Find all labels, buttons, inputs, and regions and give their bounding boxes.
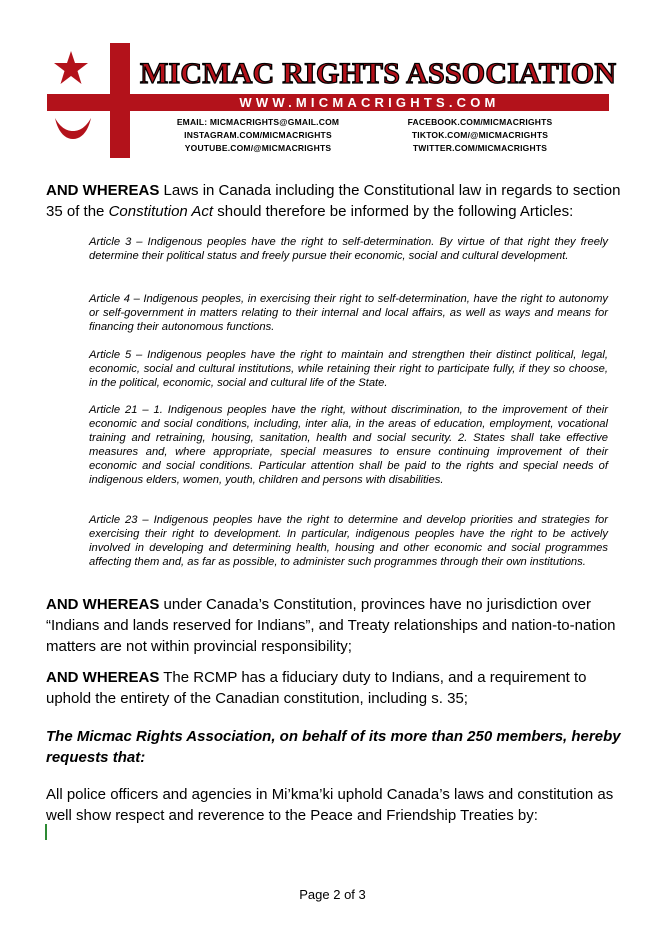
article-4-quote: Article 4 – Indigenous peoples, in exercising their right to self-determination, have the right to autonomy or self-government in matters relating to their internal and local affairs, as well as ways and means for financing their autonomous functions. xyxy=(89,293,608,333)
instagram-link[interactable]: INSTAGRAM.COM/MICMACRIGHTS xyxy=(184,130,332,140)
article-23-quote: Article 23 – Indigenous peoples have the right to determine and develop priorities and strategies for exercising their right to development. In particular, indigenous peoples have the right to be actively involved in developing and determining health, housing and other economic and social programmes affecting them and, as far as possible, to administer such programmes through their own institutions. xyxy=(89,514,608,568)
whereas-paragraph-articles xyxy=(46,180,624,222)
whereas-lead: AND WHEREAS xyxy=(46,596,160,613)
paragraph-text: Laws in Canada including the Constitutional law in regards to section 35 of the xyxy=(46,182,621,220)
whereas-paragraph-rcmp xyxy=(46,667,624,709)
paragraph-text: The RCMP has a fiduciary duty to Indians, and a requirement to uphold the entirety of the Canadian constitution, including s. 35; xyxy=(46,669,587,707)
crescent-moon-icon xyxy=(54,116,92,140)
whereas-paragraph-provinces xyxy=(46,594,624,657)
constitution-act-title: Constitution Act xyxy=(108,203,214,220)
twitter-link[interactable]: TWITTER.COM/MICMACRIGHTS xyxy=(412,143,548,153)
star-icon xyxy=(53,50,89,86)
paragraph-text: under Canada’s Constitution, provinces have no jurisdiction over “Indians and lands reserved for Indians”, and Treaty relationships and nation-to-nation matters are not within provincial responsibility; xyxy=(46,596,616,655)
contact-list-left xyxy=(158,116,358,155)
article-21-quote: Article 21 – 1. Indigenous peoples have the right, without discrimination, to the improvement of their economic and social conditions, including, inter alia, in the areas of education, employment, vocational training and retraining, housing, sanitation, health and social security. 2. States shall take effective measures and, where appropriate, special measures to ensure continuing improvement of their economic and social conditions. Particular attention shall be paid to the rights and special needs of indigenous elders, women, youth, children and persons with disabilities. xyxy=(89,404,608,486)
whereas-lead: AND WHEREAS xyxy=(46,182,160,199)
text-cursor xyxy=(45,824,47,840)
tiktok-link[interactable]: TIKTOK.COM/@MICMACRIGHTS xyxy=(411,130,549,140)
article-3-quote: Article 3 – Indigenous peoples have the right to self-determination. By virtue of that right they freely determine their political status and freely pursue their economic, social and cultural development. xyxy=(89,236,608,262)
paragraph-text: should therefore be informed by the following Articles: xyxy=(213,203,574,220)
youtube-link[interactable]: YOUTUBE.COM/@MICMACRIGHTS xyxy=(184,143,332,153)
whereas-lead: AND WHEREAS xyxy=(46,669,160,686)
website-url[interactable]: WWW.MICMACRIGHTS.COM xyxy=(239,95,500,110)
contact-list-right xyxy=(380,116,580,155)
letterhead xyxy=(0,0,665,165)
article-5-quote: Article 5 – Indigenous peoples have the right to maintain and strengthen their distinct political, legal, economic, social and cultural institutions, while retaining their right to participate fully, if they so choose, in the political, economic, social and cultural life of the State. xyxy=(89,349,608,389)
page-number: Page 2 of 3 xyxy=(299,887,366,902)
facebook-link[interactable]: FACEBOOK.COM/MICMACRIGHTS xyxy=(407,117,553,127)
request-statement: The Micmac Rights Association, on behalf of its more than 250 members, hereby requests that: xyxy=(46,728,621,766)
closing-paragraph: All police officers and agencies in Mi’kma’ki uphold Canada’s laws and constitution as well show respect and reverence to the Peace and Friendship Treaties by: xyxy=(46,786,614,824)
organization-name: MICMAC RIGHTS ASSOCIATION xyxy=(140,57,617,90)
email-contact[interactable]: EMAIL: MICMACRIGHTS@GMAIL.COM xyxy=(176,117,340,127)
